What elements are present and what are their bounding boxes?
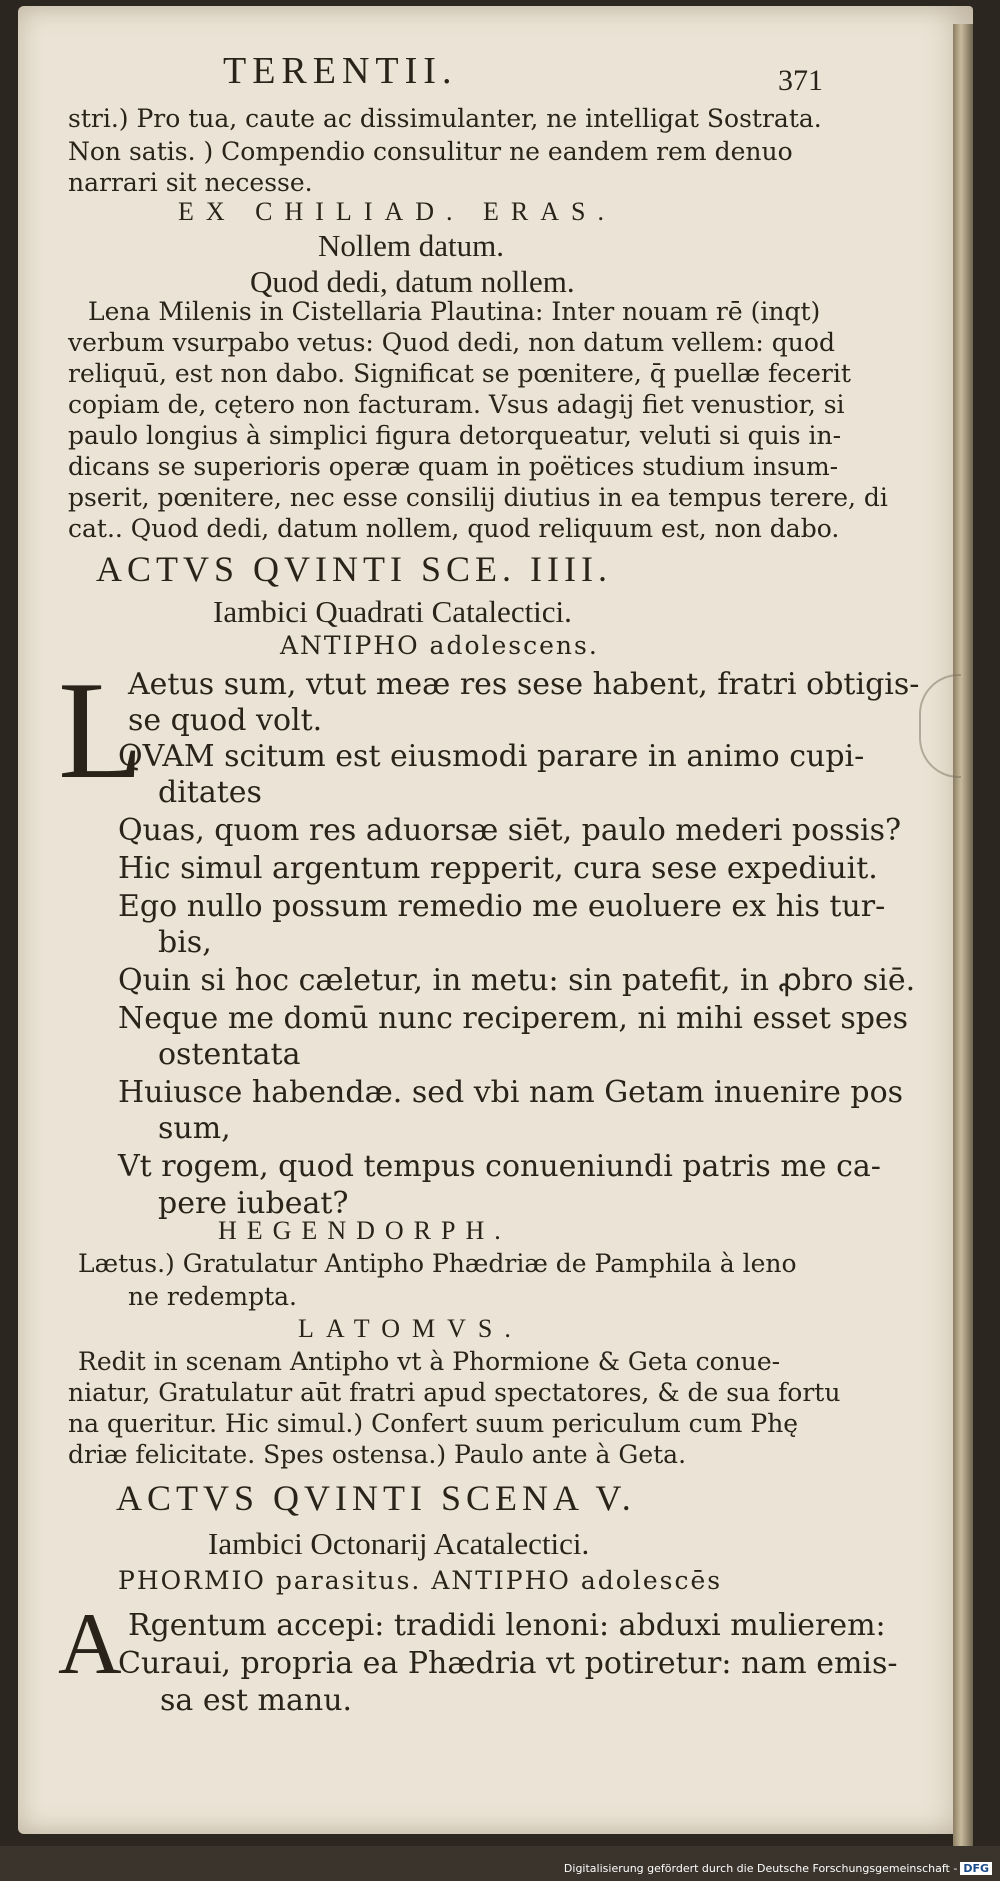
commentary-line: na queritur. Hic simul.) Confert suum periculum cum Phę — [68, 1409, 799, 1438]
text-line: narrari sit necesse. — [68, 168, 313, 197]
commentator-heading: HEGENDORPH. — [218, 1216, 511, 1245]
verse-line: se quod volt. — [128, 703, 323, 738]
verse-line: bis, — [158, 925, 212, 960]
verse-line: Neque me domū nunc reciperem, ni mihi esset spes — [118, 1001, 909, 1036]
commentary-line: niatur, Gratulatur aūt fratri apud spectatores, & de sua fortu — [68, 1378, 841, 1407]
page-edge — [953, 24, 973, 1854]
adage-title: Quod dedi, datum nollem. — [250, 264, 575, 299]
margin-clip-mark — [919, 674, 961, 778]
commentary-line: ne redempta. — [128, 1282, 297, 1311]
verse-line: Quin si hoc cæletur, in metu: sin patefit, in ꝓbro siē. — [118, 963, 916, 998]
text-line: Non satis. ) Compendio consulitur ne eandem rem denuo — [68, 137, 793, 166]
act-heading: ACTVS QVINTI SCE. IIII. — [96, 549, 612, 589]
adage-line: cat.. Quod dedi, datum nollem, quod reliquum est, non dabo. — [68, 514, 840, 543]
adage-title: Nollem datum. — [318, 228, 504, 263]
dfg-logo: DFG — [960, 1862, 992, 1875]
commentary-line: Redit in scenam Antipho vt à Phormione & Geta conue- — [78, 1347, 781, 1376]
commentator-heading: LATOMVS. — [298, 1314, 523, 1343]
drop-capital: L — [58, 653, 144, 808]
adage-line: reliquū, est non dabo. Significat se pœnitere, q̄ puellæ fecerit — [68, 359, 851, 388]
book-page — [18, 6, 973, 1834]
verse-line: sa est manu. — [160, 1683, 353, 1718]
verse-line: pere iubeat? — [158, 1186, 349, 1221]
text-line: stri.) Pro tua, caute ac dissimulanter, ne intelligat Sostrata. — [68, 104, 822, 133]
verse-line: QVAM scitum est eiusmodi parare in animo cupi- — [118, 739, 865, 774]
adage-line: verbum vsurpabo vetus: Quod dedi, non datum vellem: quod — [68, 328, 835, 357]
speaker-label: PHORMIO parasitus. ANTIPHO adolescēs — [118, 1566, 723, 1595]
adage-line: paulo longius à simplici figura detorqueatur, veluti si quis in- — [68, 421, 842, 450]
verse-line: Huiusce habendæ. sed vbi nam Getam inuenire pos — [118, 1075, 904, 1110]
adage-line: Lena Milenis in Cistellaria Plautina: Inter nouam rē (inqt) — [88, 297, 821, 326]
verse-line: sum, — [158, 1111, 231, 1146]
adage-line: copiam de, cętero non facturam. Vsus adagij fiet venustior, si — [68, 390, 845, 419]
meter-label: Iambici Octonarij Acatalectici. — [208, 1526, 590, 1561]
verse-line: ditates — [158, 775, 262, 810]
verse-line: Aetus sum, vtut meæ res sese habent, fratri obtigis- — [128, 667, 920, 702]
page-number: 371 — [778, 64, 823, 97]
verse-line: Vt rogem, quod tempus conueniundi patris me ca- — [118, 1149, 881, 1184]
chiliad-heading: EX CHILIAD. ERAS. — [178, 197, 616, 226]
drop-capital: A — [58, 1596, 122, 1693]
verse-line: ostentata — [158, 1037, 301, 1072]
commentary-line: driæ felicitate. Spes ostensa.) Paulo ante à Geta. — [68, 1440, 687, 1469]
commentary-line: Lætus.) Gratulatur Antipho Phædriæ de Pamphila à leno — [78, 1249, 797, 1278]
verse-line: Rgentum accepi: tradidi lenoni: abduxi mulierem: — [128, 1608, 886, 1643]
verse-line: Hic simul argentum repperit, cura sese expediuit. — [118, 851, 878, 886]
act-heading: ACTVS QVINTI SCENA V. — [116, 1478, 636, 1518]
verse-line: Curaui, propria ea Phædria vt potiretur: nam emis- — [118, 1646, 898, 1681]
verse-line: Quas, quom res aduorsæ siēt, paulo mederi possis? — [118, 813, 902, 848]
credit-text: Digitalisierung gefördert durch die Deutsche Forschungsgemeinschaft - — [563, 1862, 958, 1875]
adage-line: pserit, pœnitere, nec esse consilij diutius in ea tempus terere, di — [68, 483, 888, 512]
meter-label: Iambici Quadrati Catalectici. — [213, 594, 572, 629]
verse-line: Ego nullo possum remedio me euoluere ex his tur- — [118, 889, 886, 924]
running-title: TERENTII. — [223, 50, 458, 92]
adage-line: dicans se superioris operæ quam in poëtices studium insum- — [68, 452, 839, 481]
speaker-label: ANTIPHO adolescens. — [280, 631, 599, 660]
digitization-credit — [564, 1862, 992, 1878]
